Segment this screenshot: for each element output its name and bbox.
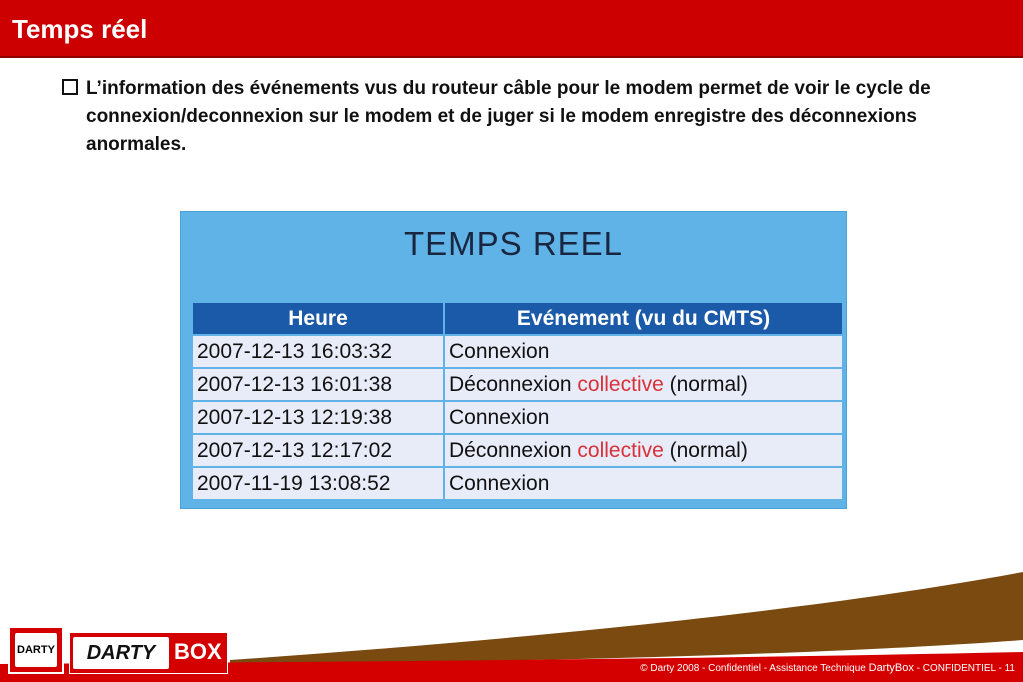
- event-collective: collective: [577, 372, 664, 396]
- event-suffix: (normal): [663, 438, 748, 462]
- darty-logo-text: DARTY: [17, 644, 55, 656]
- event-text: Connexion: [449, 471, 550, 495]
- checkbox-bullet-icon: [62, 79, 78, 95]
- temps-reel-panel: [180, 211, 847, 509]
- bullet-paragraph: [62, 75, 942, 159]
- event-text: Connexion: [449, 405, 550, 429]
- footer-brand: DartyBox: [868, 662, 914, 674]
- row-time: 2007-11-19 13:08:52: [193, 468, 445, 499]
- event-text: Connexion: [449, 339, 550, 363]
- bullet-text: L’information des événements vus du routeur câble pour le modem permet de voir le cycle de connexion/deconnexion sur le modem et de juger si le modem enregistre des déconnexions anormales.: [86, 78, 931, 155]
- table-row: [193, 369, 842, 400]
- footer-right: - CONFIDENTIEL - 11: [913, 663, 1015, 674]
- column-header-heure: Heure: [193, 303, 445, 334]
- event-text: Déconnexion: [449, 438, 578, 462]
- events-table: [193, 301, 842, 501]
- row-time: 2007-12-13 12:17:02: [193, 435, 445, 466]
- event-suffix: (normal): [663, 372, 748, 396]
- dartybox-logo-word1: DARTY: [86, 642, 156, 664]
- row-event: [445, 435, 842, 466]
- row-event: [445, 336, 842, 367]
- event-collective: collective: [577, 438, 664, 462]
- darty-logo: [8, 626, 64, 674]
- dartybox-logo: [69, 632, 228, 674]
- table-row: [193, 336, 842, 367]
- table-header-row: [193, 303, 842, 334]
- row-time: 2007-12-13 16:01:38: [193, 369, 445, 400]
- row-time: 2007-12-13 16:03:32: [193, 336, 445, 367]
- table-row: [193, 402, 842, 433]
- event-text: Déconnexion: [449, 372, 578, 396]
- column-header-evenement: Evénement (vu du CMTS): [445, 303, 842, 334]
- table-row: [193, 435, 842, 466]
- row-time: 2007-12-13 12:19:38: [193, 402, 445, 433]
- dartybox-logo-word2: BOX: [174, 639, 222, 664]
- slide-title: Temps réel: [12, 14, 148, 44]
- table-row: [193, 468, 842, 499]
- footer-left: © Darty 2008 - Confidentiel - Assistance Technique: [640, 663, 869, 674]
- row-event: [445, 402, 842, 433]
- footer-brown-swoosh: [230, 572, 1023, 664]
- footer-text: [640, 662, 1015, 674]
- title-bar: [0, 0, 1023, 58]
- row-event: [445, 468, 842, 499]
- panel-title: TEMPS REEL: [403, 225, 624, 262]
- row-event: [445, 369, 842, 400]
